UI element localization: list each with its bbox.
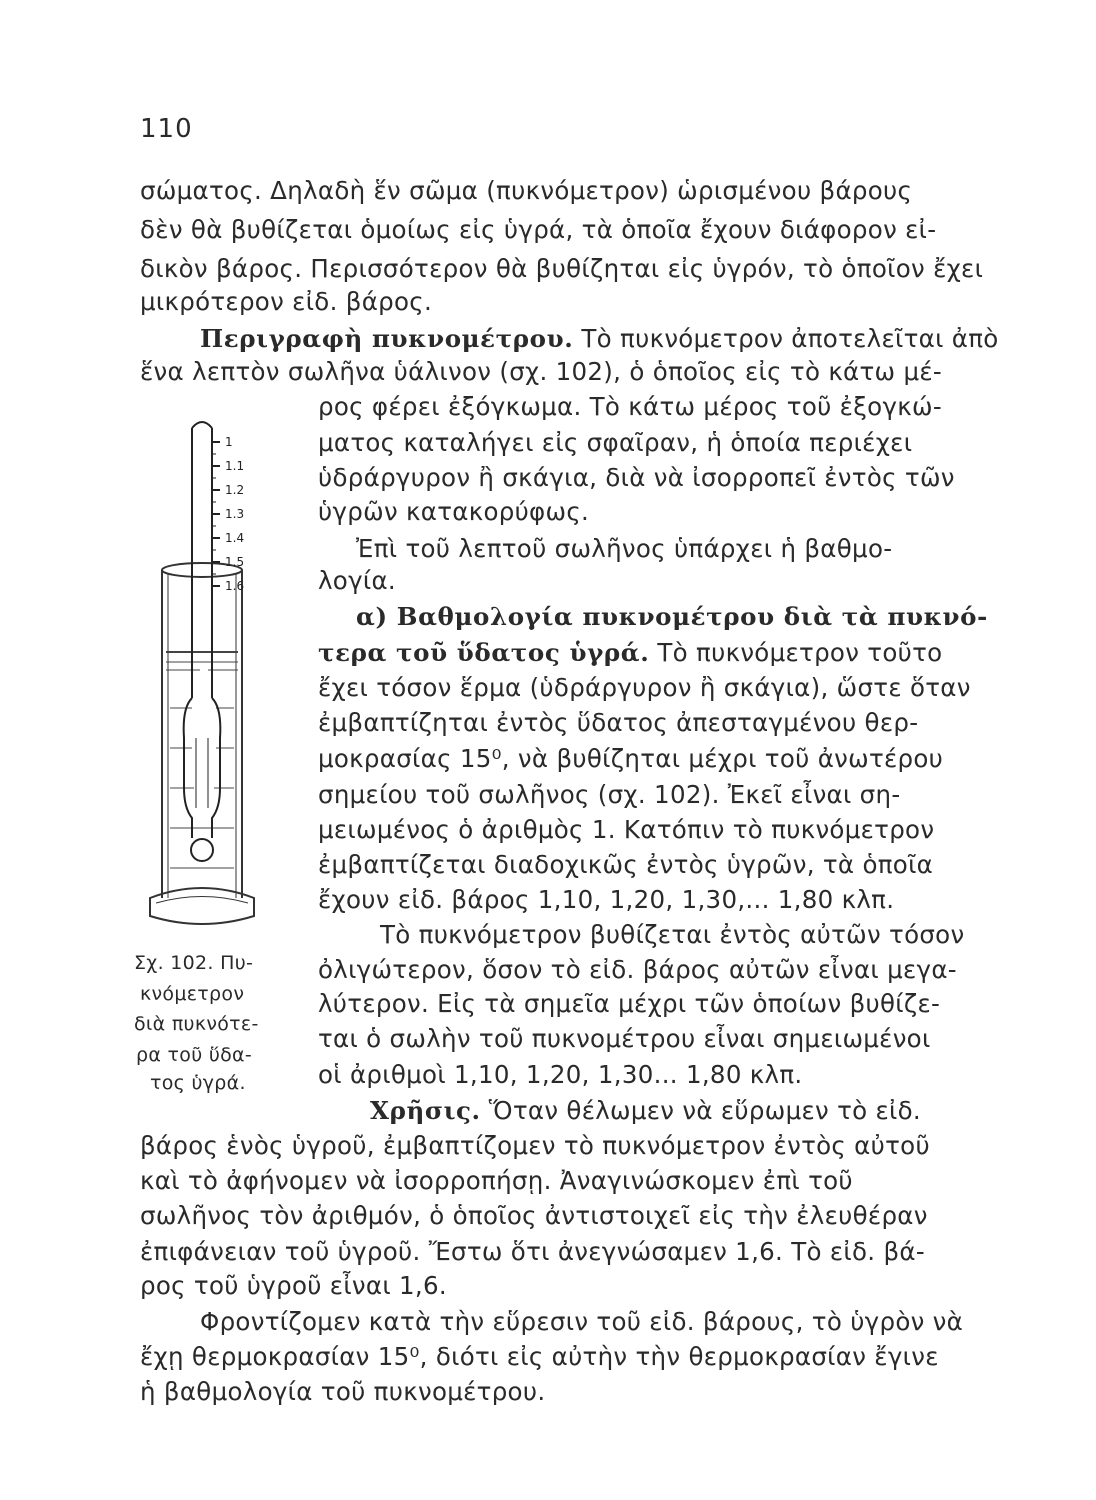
caption-line: Σχ. 102. Πυ- <box>134 952 254 974</box>
text-line: μοκρασίας 15⁰, νὰ βυθίζηται μέχρι τοῦ ἀνωτέρου <box>318 744 944 773</box>
text-line: ὀλιγώτερον, ὅσον τὸ εἰδ. βάρος αὐτῶν εἶναι μεγα- <box>318 955 957 984</box>
section-heading: α) Βαθμολογία πυκνομέτρου διὰ τὰ πυκνό- <box>356 602 988 631</box>
section-heading: Χρῆσις. <box>370 1096 481 1125</box>
scale-label: 1 <box>225 435 233 449</box>
text-line <box>318 638 942 668</box>
scale-label: 1.5 <box>225 555 245 569</box>
text-line: ματος καταλήγει εἰς σφαῖραν, ἡ ὁποία περιέχει <box>318 428 913 457</box>
text-span: Τὸ πυκνόμετρον τοῦτο <box>649 638 943 667</box>
text-line: σημείου τοῦ σωλῆνος (σχ. 102). Ἐκεῖ εἶναι ση- <box>318 780 901 809</box>
text-line: οἱ ἀριθμοὶ 1,10, 1,20, 1,30... 1,80 κλπ. <box>318 1060 803 1089</box>
text-span: Τὸ πυκνόμετρον ἀποτελεῖται ἀπὸ <box>573 324 999 353</box>
section-heading: τερα τοῦ ὕδατος ὑγρά. <box>318 638 650 667</box>
text-line: ἔχῃ θερμοκρασίαν 15⁰, διότι εἰς αὐτὴν τὴν θερμοκρασίαν ἔγινε <box>140 1342 939 1371</box>
text-line: δὲν θὰ βυθίζεται ὁμοίως εἰς ὑγρά, τὰ ὁποῖα ἔχουν διάφορον εἰ- <box>140 215 937 244</box>
text-line: μικρότερον εἰδ. βάρος. <box>140 287 433 316</box>
text-line <box>370 1096 921 1126</box>
text-line: λύτερον. Εἰς τὰ σημεῖα μέχρι τῶν ὁποίων βυθίζε- <box>318 989 941 1018</box>
hydrometer-figure <box>130 408 290 948</box>
cylinder <box>150 563 254 924</box>
text-line: ὑγρῶν κατακορύφως. <box>318 497 590 526</box>
text-line: ὑδράργυρον ἢ σκάγια, διὰ νὰ ἰσορροπεῖ ἐντὸς τῶν <box>318 463 955 492</box>
scale-label: 1.2 <box>225 483 245 497</box>
text-line: ται ὁ σωλὴν τοῦ πυκνομέτρου εἶναι σημειωμένοι <box>318 1024 931 1053</box>
text-line: Ἐπὶ τοῦ λεπτοῦ σωλῆνος ὑπάρχει ἡ βαθμο- <box>356 534 893 563</box>
text-line: ἐμβαπτίζεται διαδοχικῶς ἐντὸς ὑγρῶν, τὰ ὁποῖα <box>318 850 934 879</box>
text-line: μειωμένος ὁ ἀριθμὸς 1. Κατόπιν τὸ πυκνόμετρον <box>318 815 935 844</box>
text-line: ἔχουν εἰδ. βάρος 1,10, 1,20, 1,30,... 1,80 κλπ. <box>318 885 895 914</box>
text-line: ρος φέρει ἐξόγκωμα. Τὸ κάτω μέρος τοῦ ἐξογκώ- <box>318 392 942 421</box>
text-line: ἐμβαπτίζηται ἐντὸς ὕδατος ἀπεσταγμένου θερ- <box>318 708 919 737</box>
text-line: Τὸ πυκνόμετρον βυθίζεται ἐντὸς αὐτῶν τόσον <box>380 920 965 949</box>
text-line: σωλῆνος τὸν ἀριθμόν, ὁ ὁποῖος ἀντιστοιχεῖ εἰς τὴν ἐλευθέραν <box>140 1201 928 1230</box>
scale-label: 1.3 <box>225 507 245 521</box>
text-line <box>200 324 999 354</box>
text-line: ἐπιφάνειαν τοῦ ὑγροῦ. Ἔστω ὅτι ἀνεγνώσαμεν 1,6. Τὸ εἰδ. βά- <box>140 1237 925 1266</box>
page-number: 110 <box>140 114 193 144</box>
caption-line: διὰ πυκνότε- <box>134 1013 259 1035</box>
scale-label: 1.6 <box>225 579 245 593</box>
caption-line: ρα τοῦ ὕδα- <box>136 1044 253 1066</box>
text-line: ἡ βαθμολογία τοῦ πυκνομέτρου. <box>140 1377 546 1406</box>
text-line: σώματος. Δηλαδὴ ἕν σῶμα (πυκνόμετρον) ὡρισμένου βάρους <box>140 176 913 205</box>
section-heading: Περιγραφὴ πυκνομέτρου. <box>200 324 574 353</box>
text-line: λογία. <box>318 566 397 595</box>
caption-line: κνόμετρον <box>140 983 245 1005</box>
scale-label: 1.4 <box>225 531 245 545</box>
caption-line: τος ὑγρά. <box>150 1072 246 1094</box>
hydrometer <box>184 422 221 861</box>
text-line: βάρος ἑνὸς ὑγροῦ, ἐμβαπτίζομεν τὸ πυκνόμετρον ἐντὸς αὐτοῦ <box>140 1131 930 1160</box>
text-line: Φροντίζομεν κατὰ τὴν εὕρεσιν τοῦ εἰδ. βάρους, τὸ ὑγρὸν νὰ <box>200 1307 964 1336</box>
scale-label: 1.1 <box>225 459 245 473</box>
liquid <box>166 652 238 868</box>
text-line: ἔχει τόσον ἕρμα (ὑδράργυρον ἢ σκάγια), ὥστε ὅταν <box>318 673 971 702</box>
text-line: δικὸν βάρος. Περισσότερον θὰ βυθίζηται εἰς ὑγρόν, τὸ ὁποῖον ἔχει <box>140 254 984 283</box>
hydrometer-illustration <box>130 408 290 948</box>
text-span: Ὅταν θέλωμεν νὰ εὕρωμεν τὸ εἰδ. <box>480 1096 922 1125</box>
text-line: καὶ τὸ ἀφήνομεν νὰ ἰσορροπήσῃ. Ἀναγινώσκομεν ἐπὶ τοῦ <box>140 1166 853 1195</box>
text-line: ρος τοῦ ὑγροῦ εἶναι 1,6. <box>140 1271 447 1300</box>
text-line: ἕνα λεπτὸν σωλῆνα ὑάλινον (σχ. 102), ὁ ὁποῖος εἰς τὸ κάτω μέ- <box>140 357 943 386</box>
